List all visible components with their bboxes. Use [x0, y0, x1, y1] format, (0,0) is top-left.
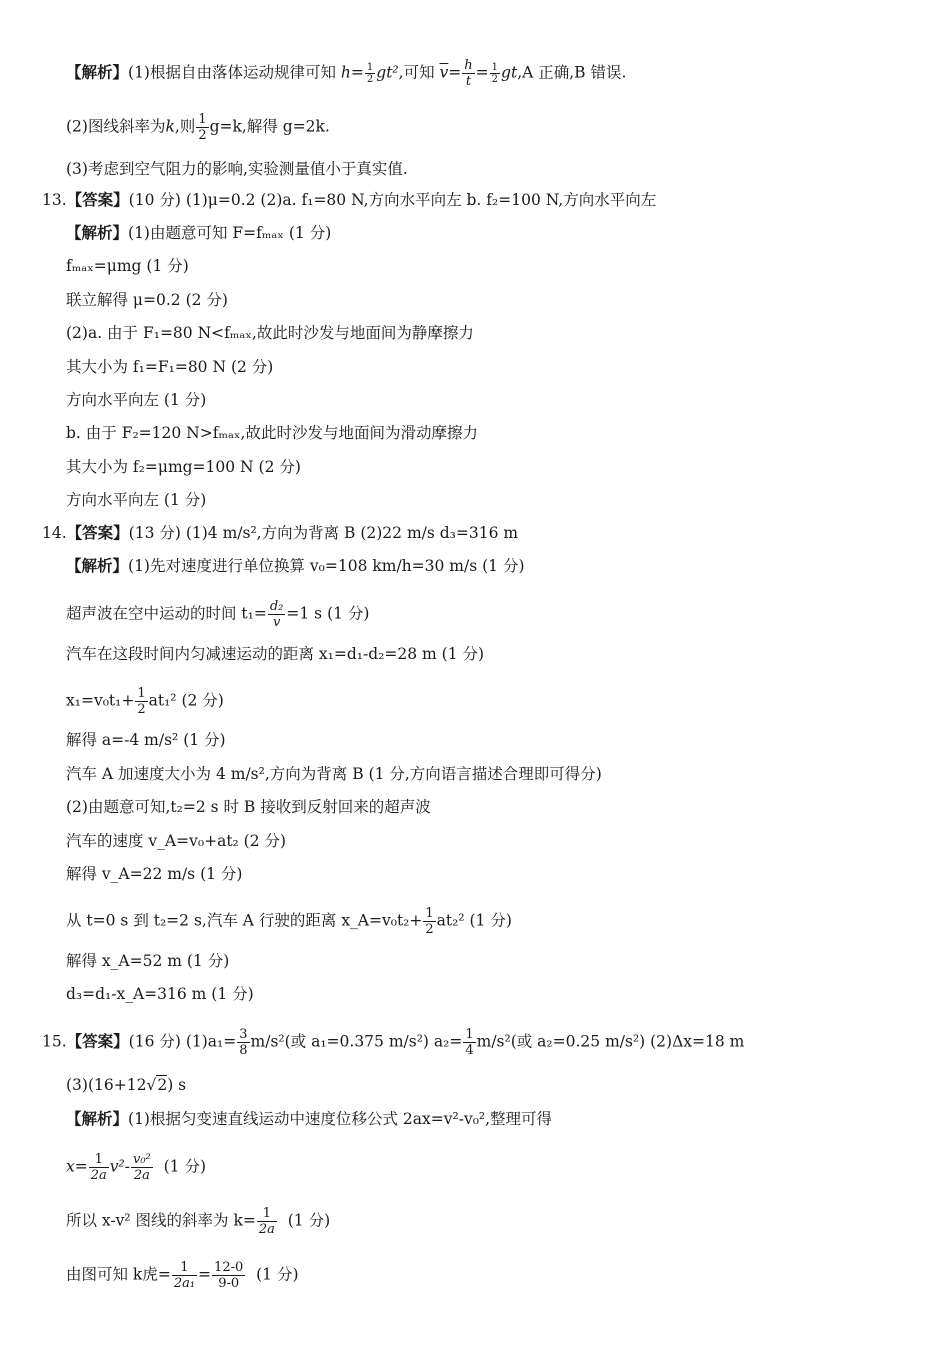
denominator: 2: [491, 74, 499, 85]
denominator: 2a: [258, 1222, 275, 1237]
sqrt-radicand: 2: [157, 1076, 168, 1094]
analysis-label: 【解析】: [66, 557, 129, 575]
text: (1 分): [256, 1265, 299, 1284]
fraction: [212, 1260, 245, 1291]
fraction: [257, 1206, 277, 1237]
q12-p1-vbar: $\overline{v}$: [439, 63, 449, 82]
q14-line: 解得 x_A=52 m (1 分): [66, 952, 230, 970]
q14-line: 汽车 A 加速度大小为 4 m/s²,方向为背离 B (1 分,方向语言描述合理即可得分): [66, 765, 602, 783]
text: (3)(16+12: [66, 1076, 147, 1094]
q12-p1-post: ,A 正确,B 错误.: [517, 63, 627, 82]
q13-line: 联立解得 μ=0.2 (2 分): [66, 291, 228, 309]
answer-label: 【答案】: [66, 191, 129, 209]
numerator: d₂: [269, 599, 284, 614]
q14-line: 解得 a=-4 m/s² (1 分): [66, 731, 226, 749]
numerator: 1: [491, 62, 499, 73]
numerator: 12-0: [214, 1260, 244, 1275]
q13-line: 方向水平向左 (1 分): [66, 391, 207, 409]
fraction: [490, 62, 500, 85]
denominator: 2a₁: [173, 1276, 196, 1291]
q14-line: 汽车的速度 v_A=v₀+at₂ (2 分): [66, 832, 287, 850]
q13-line: b. 由于 F₂=120 N>fₘₐₓ,故此时沙发与地面间为滑动摩擦力: [66, 424, 478, 442]
numerator: 1: [366, 62, 374, 73]
text: 由图可知 k虎=: [66, 1265, 171, 1284]
denominator: 4: [465, 1043, 474, 1058]
text: =1 s (1 分): [286, 604, 370, 623]
numerator: 1: [425, 906, 434, 921]
answer-label: 【答案】: [66, 1032, 129, 1051]
text: x₁=v₀t₁+: [66, 691, 135, 710]
numerator: 1: [137, 686, 146, 701]
analysis-text: (1)由题意可知 F=fₘₐₓ (1 分): [128, 224, 332, 242]
denominator: 2: [425, 922, 434, 937]
q15-analysis-line: [66, 1108, 552, 1130]
denominator: 2: [137, 702, 146, 717]
q12-p1-mid: ,可知: [398, 63, 435, 82]
text: 所以 x-v² 图线的斜率为 k=: [66, 1211, 256, 1230]
denominator: 2: [198, 128, 207, 143]
q15-answer: [42, 1027, 744, 1058]
q14-answer: [42, 522, 518, 544]
q14-line: 汽车在这段时间内匀减速运动的距离 x₁=d₁-d₂=28 m (1 分): [66, 645, 485, 663]
q12-p1-eq1b: gt²: [376, 63, 399, 82]
text: (1 分): [163, 1157, 207, 1176]
q14-line: (2)由题意可知,t₂=2 s 时 B 接收到反射回来的超声波: [66, 798, 431, 816]
text: m/s²(或 a₂=0.25 m/s²) (2)Δx=18 m: [476, 1032, 745, 1051]
q15-line: [66, 1260, 299, 1291]
q12-p1-eq2: =: [448, 63, 462, 82]
q12-p2-mid: ,则: [174, 117, 196, 136]
q12-p2-pre: (2)图线斜率为: [66, 117, 166, 136]
question-number: 13.: [42, 191, 67, 209]
fraction: [462, 58, 474, 89]
sqrt-icon: √: [146, 1076, 157, 1094]
q12-p2-eq: g=k,解得 g=2k.: [209, 117, 330, 136]
q13-line: 其大小为 f₁=F₁=80 N (2 分): [66, 358, 274, 376]
q13-line: 方向水平向左 (1 分): [66, 491, 207, 509]
q14-line: [66, 906, 512, 937]
fraction: [131, 1152, 153, 1183]
q12-part2: [66, 112, 330, 143]
analysis-text: (1)根据匀变速直线运动中速度位移公式 2ax=v²-v₀²,整理可得: [128, 1110, 553, 1128]
fraction: [237, 1027, 249, 1058]
answer-label: 【答案】: [66, 524, 129, 542]
q13-line: 其大小为 f₂=μmg=100 N (2 分): [66, 458, 301, 476]
text: (16 分) (1)a₁=: [128, 1032, 237, 1051]
question-number: 15.: [42, 1032, 67, 1051]
q12-part3: (3)考虑到空气阻力的影响,实验测量值小于真实值.: [66, 160, 408, 178]
q15-answer-part3: [66, 1074, 186, 1096]
text: 超声波在空中运动的时间 t₁=: [66, 604, 267, 623]
text: 从 t=0 s 到 t₂=2 s,汽车 A 行驶的距离 x_A=v₀t₂+: [66, 911, 423, 930]
numerator: 1: [257, 1206, 277, 1222]
q12-p1-eq3b: gt: [501, 63, 518, 82]
text: (1 分): [287, 1211, 331, 1230]
analysis-text: (1)先对速度进行单位换算 v₀=108 km/h=30 m/s (1 分): [128, 557, 525, 575]
numerator: v₀²: [132, 1152, 151, 1167]
numerator: 1: [465, 1027, 474, 1042]
numerator: 1: [89, 1152, 109, 1168]
text: at₁² (2 分): [148, 691, 224, 710]
q15-line: [66, 1206, 330, 1237]
q13-line: fₘₐₓ=μmg (1 分): [66, 257, 189, 275]
q12-p2-k: k: [165, 117, 175, 136]
denominator: 2a: [133, 1168, 150, 1183]
fraction: [463, 1027, 475, 1058]
denominator: 9-0: [218, 1276, 240, 1291]
text: m/s²(或 a₁=0.375 m/s²) a₂=: [250, 1032, 463, 1051]
question-number: 14.: [42, 524, 67, 542]
text: at₂² (1 分): [436, 911, 512, 930]
numerator: h: [464, 58, 473, 73]
q12-part1: [66, 58, 626, 89]
numerator: 1: [172, 1260, 197, 1276]
q13-answer: [42, 189, 656, 211]
denominator: 8: [239, 1043, 248, 1058]
analysis-label: 【解析】: [66, 63, 129, 82]
q14-line: [66, 599, 369, 630]
text: x=: [66, 1157, 88, 1176]
q12-p1-eq3: =: [475, 63, 489, 82]
q14-line: d₃=d₁-x_A=316 m (1 分): [66, 985, 254, 1003]
fraction: [89, 1152, 109, 1183]
text: v²-: [109, 1157, 130, 1176]
answer-text: (10 分) (1)μ=0.2 (2)a. f₁=80 N,方向水平向左 b. f₂=100 N,方向水平向左: [128, 191, 657, 209]
fraction: [172, 1260, 197, 1291]
q12-p1-pre: (1)根据自由落体运动规律可知: [128, 63, 336, 82]
q14-line: 解得 v_A=22 m/s (1 分): [66, 865, 243, 883]
numerator: 1: [198, 112, 207, 127]
q15-line: [66, 1152, 206, 1183]
denominator: 2a: [90, 1168, 107, 1183]
q14-analysis-line: [66, 555, 525, 577]
fraction: [268, 599, 286, 630]
q14-line: [66, 686, 224, 717]
text: ) s: [167, 1076, 187, 1094]
fraction: [135, 686, 147, 717]
text: =: [198, 1265, 212, 1284]
answer-text: (13 分) (1)4 m/s²,方向为背离 B (2)22 m/s d₃=316 m: [128, 524, 519, 542]
q13-line: (2)a. 由于 F₁=80 N<fₘₐₓ,故此时沙发与地面间为静摩擦力: [66, 324, 474, 342]
q12-p1-eq1: h=: [340, 63, 364, 82]
denominator: 2: [366, 74, 374, 85]
numerator: 3: [239, 1027, 248, 1042]
q13-analysis-line: [66, 222, 331, 244]
denominator: v: [272, 615, 281, 630]
fraction: [196, 112, 208, 143]
analysis-label: 【解析】: [66, 1110, 129, 1128]
analysis-label: 【解析】: [66, 224, 129, 242]
fraction: [423, 906, 435, 937]
denominator: t: [465, 74, 472, 89]
fraction: [365, 62, 375, 85]
